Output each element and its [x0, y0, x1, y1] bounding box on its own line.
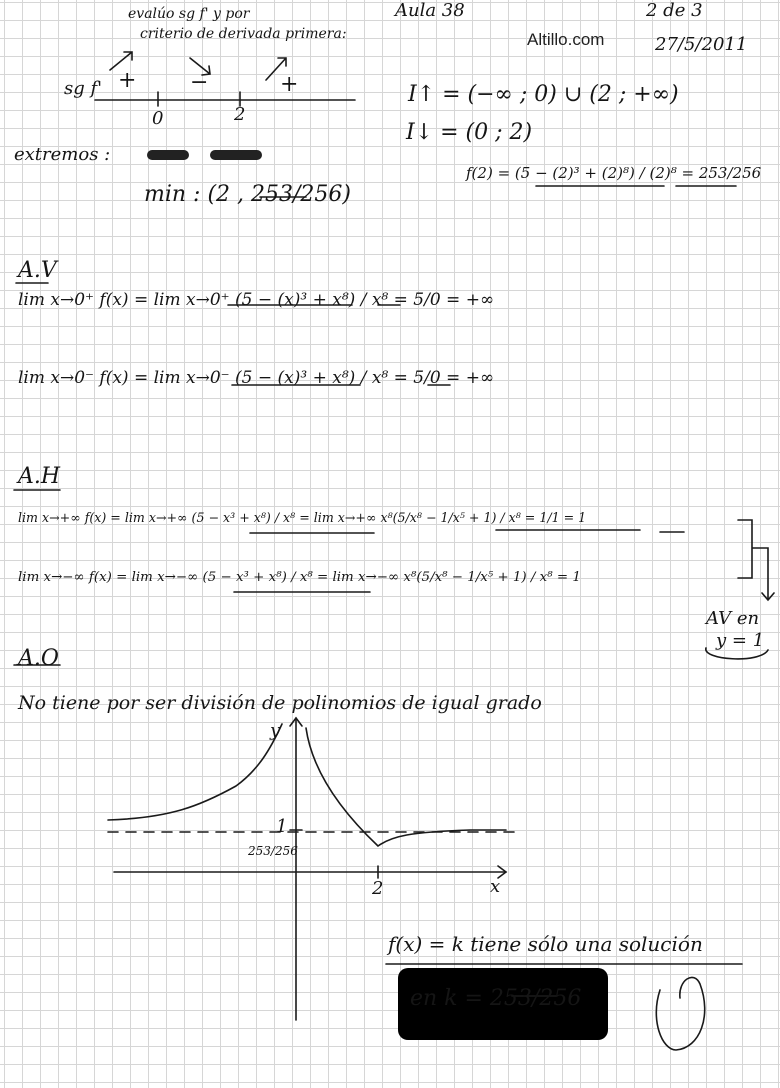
- extremos-min: min : (2 , 253/256): [144, 182, 352, 207]
- signature-mark: [656, 977, 704, 1050]
- av-line2: lim x→0⁻ f(x) = lim x→0⁻ (5 − (x)³ + x⁸) / x⁸ = 5/0 = +∞: [18, 368, 495, 388]
- graph-y-tick-min: 253/256: [248, 844, 298, 858]
- curve-left: [108, 724, 282, 820]
- graph-x-tick: 2: [372, 878, 384, 899]
- ah-line1: lim x→+∞ f(x) = lim x→+∞ (5 − x³ + x⁸) / x⁸ = lim x→+∞ x⁸(5/x⁸ − 1/x⁵ + 1) / x⁸ = 1/1 = 1: [18, 510, 587, 525]
- conclusion-line2: en k = 253/256: [410, 986, 582, 1011]
- graph-y-tick-1: 1: [276, 816, 288, 837]
- site-label: Altillo.com: [527, 30, 605, 49]
- scribble-out: [147, 150, 189, 160]
- interval-decreasing: I↓ = (0 ; 2): [406, 120, 533, 145]
- scribble-out: [210, 150, 262, 160]
- sign-point-2: 2: [234, 104, 246, 125]
- date-label: 27/5/2011: [655, 34, 748, 55]
- sign-plus-1: +: [118, 68, 137, 93]
- page-number: 2 de 3: [646, 0, 703, 21]
- av-line1: lim x→0⁺ f(x) = lim x→0⁺ (5 − (x)³ + x⁸) / x⁸ = 5/0 = +∞: [18, 290, 495, 310]
- f-of-2: f(2) = (5 − (2)³ + (2)⁸) / (2)⁸ = 253/256: [466, 164, 762, 182]
- ah-note-line2: y = 1: [716, 630, 765, 651]
- curve-right: [306, 728, 506, 846]
- sign-table-label: sg f': [64, 78, 103, 99]
- ah-note-line1: AV en: [706, 608, 760, 629]
- bracket-arrow-icon: [738, 520, 774, 600]
- sign-point-0: 0: [152, 108, 164, 129]
- ah-line2: lim x→−∞ f(x) = lim x→−∞ (5 − x³ + x⁸) / x⁸ = lim x→−∞ x⁸(5/x⁸ − 1/x⁵ + 1) / x⁸ = 1: [18, 570, 581, 585]
- ao-text: No tiene por ser división de polinomios de igual grado: [18, 692, 542, 714]
- header-note-line1: evalúo sg f' y por: [128, 6, 250, 22]
- graph-y-label: y: [270, 720, 281, 741]
- av-heading: A.V: [18, 258, 57, 283]
- conclusion-line1: f(x) = k tiene sólo una solución: [388, 932, 703, 956]
- sign-minus: −: [190, 70, 209, 95]
- ao-heading: A.O: [18, 646, 59, 671]
- header-note-line2: criterio de derivada primera:: [140, 26, 347, 42]
- sign-plus-2: +: [280, 72, 299, 97]
- graph-x-label: x: [490, 876, 501, 897]
- aula-label: Aula 38: [395, 0, 465, 21]
- interval-increasing: I↑ = (−∞ ; 0) ∪ (2 ; +∞): [408, 82, 679, 107]
- ah-heading: A.H: [18, 464, 61, 489]
- extremos-label: extremos :: [14, 144, 111, 165]
